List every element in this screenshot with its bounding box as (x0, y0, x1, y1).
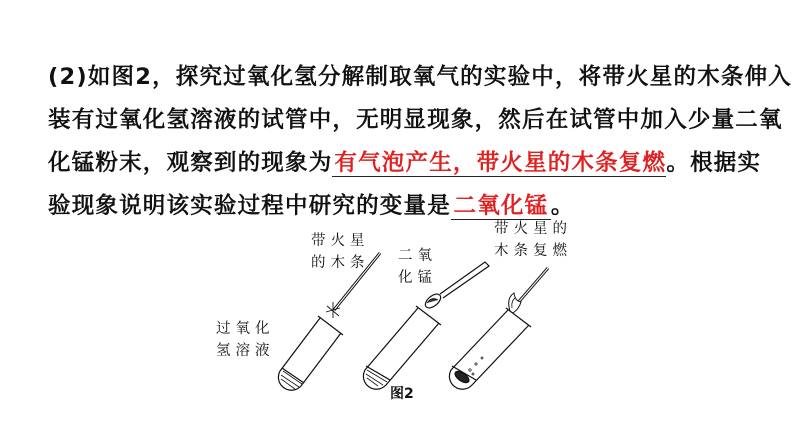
label-mno2-line2: 化锰 (398, 270, 437, 286)
test-tube-1 (278, 316, 343, 390)
question-line-2: 装有过氧化氢溶液的试管中，无明显现象，然后在试管中加入少量二氧 (48, 107, 783, 133)
test-tube-2 (363, 306, 441, 389)
question-line-4-text: 验现象说明该实验过程中研究的变量是 (48, 193, 451, 219)
label-glowing-splint-line2: 的木条 (311, 255, 370, 271)
label-mno2-line1: 二氧 (398, 248, 437, 264)
answer-blank-1: 有气泡产生，带火星的木条复燃 (334, 150, 667, 176)
figure-caption: 图2 (390, 386, 414, 402)
question-line-4-tail: 。 (550, 193, 575, 219)
label-hydrogen-peroxide-line1: 过氧化 (216, 321, 275, 337)
label-mno2 (398, 245, 437, 289)
label-hydrogen-peroxide-line2: 氢溶液 (216, 343, 275, 359)
label-splint-relights-line2: 木条复燃 (494, 243, 572, 259)
label-glowing-splint-line1: 带火星 (311, 233, 370, 249)
label-splint-relights (494, 218, 572, 262)
relit-splint (509, 268, 548, 313)
label-glowing-splint (311, 230, 370, 274)
question-line-3-tail: 。根据实 (666, 150, 762, 176)
question-line-3-text: 化锰粉末，观察到的现象为 (48, 150, 333, 176)
label-hydrogen-peroxide (216, 318, 275, 362)
label-splint-relights-line1: 带火星的 (494, 221, 572, 237)
answer-blank-2: 二氧化锰 (451, 193, 551, 220)
test-tube-3 (449, 308, 531, 389)
question-line-1: (2)如图2，探究过氧化氢分解制取氧气的实验中，将带火星的木条伸入 (48, 64, 792, 90)
